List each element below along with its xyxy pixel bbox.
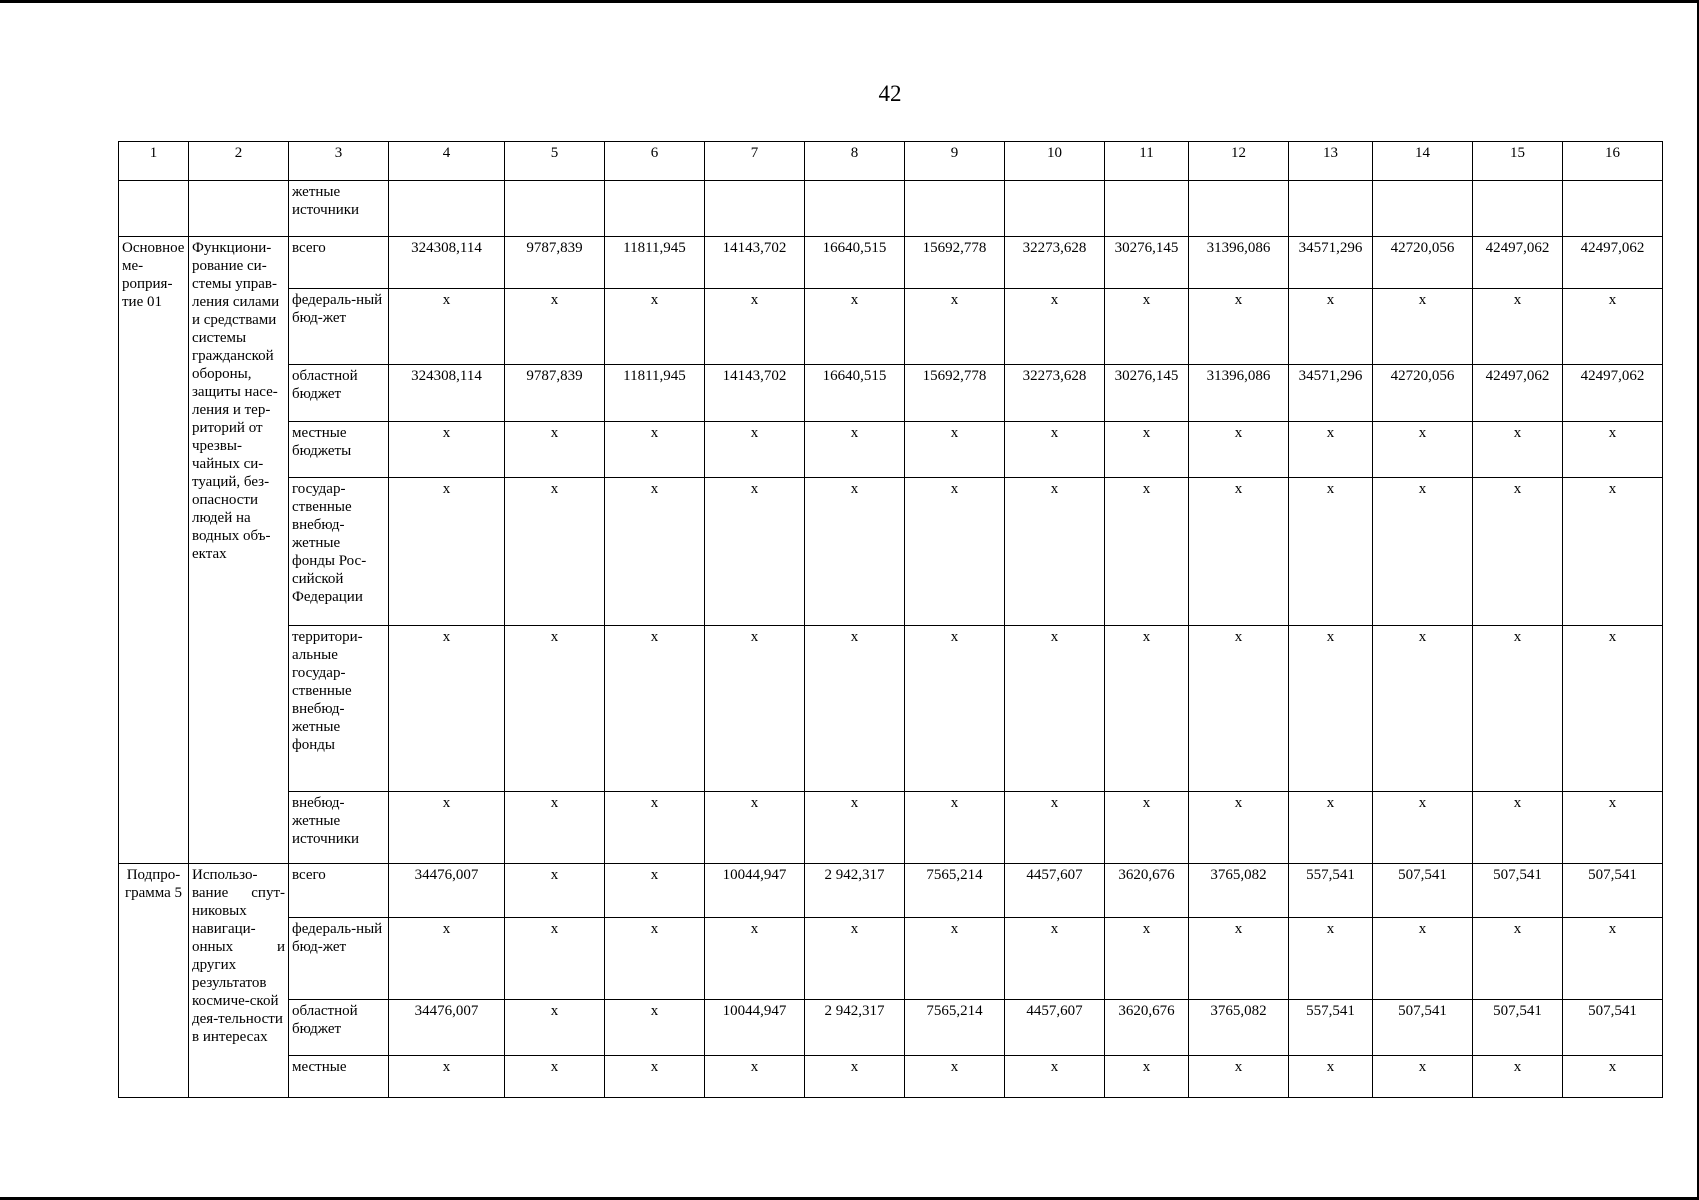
value-cell: 30276,145 (1105, 237, 1189, 289)
value-cell: x (389, 289, 505, 365)
value-cell: 9787,839 (505, 365, 605, 422)
empty-cell (1289, 181, 1373, 237)
value-cell: 14143,702 (705, 237, 805, 289)
value-cell: x (1473, 626, 1563, 792)
value-cell: 42497,062 (1563, 365, 1663, 422)
value-cell: 15692,778 (905, 237, 1005, 289)
value-cell: x (1289, 422, 1373, 478)
value-cell: 557,541 (1289, 1000, 1373, 1056)
value-cell: 4457,607 (1005, 864, 1105, 918)
value-cell: x (1189, 478, 1289, 626)
empty-cell (1373, 181, 1473, 237)
value-cell: x (1105, 918, 1189, 1000)
column-header: 2 (189, 142, 289, 181)
value-cell: 32273,628 (1005, 365, 1105, 422)
value-cell: x (389, 1056, 505, 1098)
value-cell: x (389, 478, 505, 626)
value-cell: x (1563, 478, 1663, 626)
value-cell: x (1473, 792, 1563, 864)
item-description: Функциони-рование си-стемы управ-ления силами и средствами системы гражданской обороны, защиты насе-ления и тер-риторий от чрезвы-чайных си-туаций, без-опасности людей на водных объ-ектах (189, 237, 289, 864)
funding-source: всего (289, 237, 389, 289)
value-cell: x (605, 289, 705, 365)
empty-cell (705, 181, 805, 237)
value-cell: x (1105, 422, 1189, 478)
value-cell: x (805, 1056, 905, 1098)
value-cell: x (1473, 918, 1563, 1000)
item-description: Использо-вание спут-никовых навигаци-онных и других результатов космиче-ской дея-тельности в интересах (189, 864, 289, 1098)
column-header: 4 (389, 142, 505, 181)
value-cell: 3620,676 (1105, 864, 1189, 918)
value-cell: 31396,086 (1189, 365, 1289, 422)
empty-cell (905, 181, 1005, 237)
value-cell: x (705, 1056, 805, 1098)
value-cell: 507,541 (1373, 1000, 1473, 1056)
value-cell: 3620,676 (1105, 1000, 1189, 1056)
funding-source: государ-ственные внебюд-жетные фонды Рос-сийской Федерации (289, 478, 389, 626)
value-cell: x (1373, 478, 1473, 626)
value-cell: 3765,082 (1189, 1000, 1289, 1056)
empty-cell (189, 181, 289, 237)
value-cell: x (1189, 422, 1289, 478)
value-cell: 324308,114 (389, 365, 505, 422)
main-activity-group (119, 237, 1663, 864)
empty-cell (1005, 181, 1105, 237)
value-cell: 30276,145 (1105, 365, 1189, 422)
value-cell: 9787,839 (505, 237, 605, 289)
empty-cell (119, 181, 189, 237)
value-cell: x (1005, 289, 1105, 365)
value-cell: x (805, 422, 905, 478)
value-cell: 42497,062 (1473, 365, 1563, 422)
value-cell: x (1373, 422, 1473, 478)
value-cell: x (605, 792, 705, 864)
column-header: 11 (1105, 142, 1189, 181)
item-code: Основное ме-роприя-тие 01 (119, 237, 189, 864)
value-cell: x (1473, 478, 1563, 626)
value-cell: 42720,056 (1373, 365, 1473, 422)
value-cell: 557,541 (1289, 864, 1373, 918)
value-cell: x (1373, 626, 1473, 792)
table-row (119, 365, 1663, 422)
value-cell: 10044,947 (705, 864, 805, 918)
value-cell: 15692,778 (905, 365, 1005, 422)
value-cell: x (805, 792, 905, 864)
value-cell: x (1563, 1056, 1663, 1098)
column-header: 9 (905, 142, 1005, 181)
value-cell: x (705, 289, 805, 365)
value-cell: 324308,114 (389, 237, 505, 289)
value-cell: x (605, 1056, 705, 1098)
value-cell: x (1289, 626, 1373, 792)
value-cell: x (905, 792, 1005, 864)
value-cell: x (1005, 478, 1105, 626)
value-cell: x (705, 478, 805, 626)
value-cell: x (805, 918, 905, 1000)
value-cell: x (389, 792, 505, 864)
funding-source: всего (289, 864, 389, 918)
column-header: 3 (289, 142, 389, 181)
column-header: 7 (705, 142, 805, 181)
empty-cell (389, 181, 505, 237)
value-cell: x (505, 1056, 605, 1098)
value-cell: x (1289, 792, 1373, 864)
value-cell: x (1373, 792, 1473, 864)
value-cell: x (1373, 289, 1473, 365)
value-cell: 34571,296 (1289, 237, 1373, 289)
value-cell: x (1289, 1056, 1373, 1098)
value-cell: x (389, 918, 505, 1000)
value-cell: x (1473, 422, 1563, 478)
value-cell: x (1005, 918, 1105, 1000)
value-cell: 10044,947 (705, 1000, 805, 1056)
funding-source: областной бюджет (289, 1000, 389, 1056)
value-cell: 14143,702 (705, 365, 805, 422)
value-cell: x (1563, 918, 1663, 1000)
value-cell: x (805, 478, 905, 626)
empty-cell (605, 181, 705, 237)
column-header: 10 (1005, 142, 1105, 181)
value-cell: x (1563, 792, 1663, 864)
value-cell: x (1005, 626, 1105, 792)
column-number-row (119, 142, 1663, 181)
funding-source: внебюд-жетные источники (289, 792, 389, 864)
table-row (119, 1000, 1663, 1056)
value-cell: x (905, 918, 1005, 1000)
table-row (119, 792, 1663, 864)
value-cell: 507,541 (1473, 864, 1563, 918)
value-cell: x (1563, 289, 1663, 365)
value-cell: 507,541 (1373, 864, 1473, 918)
value-cell: x (389, 422, 505, 478)
value-cell: x (1373, 1056, 1473, 1098)
funding-source: федераль-ный бюд-жет (289, 289, 389, 365)
value-cell: x (1105, 289, 1189, 365)
value-cell: x (1373, 918, 1473, 1000)
table-row (119, 478, 1663, 626)
value-cell: x (1473, 289, 1563, 365)
value-cell: 11811,945 (605, 237, 705, 289)
value-cell: x (705, 918, 805, 1000)
value-cell: x (705, 792, 805, 864)
table-row (119, 1056, 1663, 1098)
item-code: Подпро-грамма 5 (119, 864, 189, 1098)
value-cell: x (605, 422, 705, 478)
value-cell: 16640,515 (805, 365, 905, 422)
empty-cell (505, 181, 605, 237)
column-header: 8 (805, 142, 905, 181)
value-cell: 4457,607 (1005, 1000, 1105, 1056)
value-cell: x (1563, 626, 1663, 792)
value-cell: x (505, 289, 605, 365)
value-cell: x (505, 1000, 605, 1056)
value-cell: 32273,628 (1005, 237, 1105, 289)
value-cell: x (605, 864, 705, 918)
value-cell: x (1005, 1056, 1105, 1098)
empty-cell (1563, 181, 1663, 237)
value-cell: x (1105, 478, 1189, 626)
value-cell: 507,541 (1473, 1000, 1563, 1056)
column-header: 16 (1563, 142, 1663, 181)
funding-source: местные бюджеты (289, 422, 389, 478)
value-cell: x (705, 422, 805, 478)
table-row (119, 237, 1663, 289)
value-cell: x (605, 478, 705, 626)
funding-source: областной бюджет (289, 365, 389, 422)
value-cell: x (1189, 289, 1289, 365)
value-cell: x (1005, 792, 1105, 864)
column-header: 12 (1189, 142, 1289, 181)
value-cell: x (505, 626, 605, 792)
value-cell: 2 942,317 (805, 1000, 905, 1056)
value-cell: 34571,296 (1289, 365, 1373, 422)
value-cell: 3765,082 (1189, 864, 1289, 918)
empty-cell (1105, 181, 1189, 237)
value-cell: x (505, 422, 605, 478)
value-cell: x (605, 1000, 705, 1056)
value-cell: x (1105, 1056, 1189, 1098)
value-cell: x (1473, 1056, 1563, 1098)
value-cell: x (905, 1056, 1005, 1098)
value-cell: x (389, 626, 505, 792)
value-cell: x (905, 289, 1005, 365)
empty-cell (1189, 181, 1289, 237)
value-cell: x (1289, 918, 1373, 1000)
column-header: 1 (119, 142, 189, 181)
value-cell: x (505, 864, 605, 918)
value-cell: x (805, 289, 905, 365)
column-header: 15 (1473, 142, 1563, 181)
value-cell: x (1105, 792, 1189, 864)
value-cell: 507,541 (1563, 1000, 1663, 1056)
value-cell: 7565,214 (905, 864, 1005, 918)
continuation-row (119, 181, 1663, 237)
value-cell: 2 942,317 (805, 864, 905, 918)
table-row (119, 864, 1663, 918)
column-header: 6 (605, 142, 705, 181)
value-cell: x (1189, 626, 1289, 792)
value-cell: x (505, 792, 605, 864)
value-cell: x (905, 422, 1005, 478)
column-header: 13 (1289, 142, 1373, 181)
value-cell: 42497,062 (1473, 237, 1563, 289)
value-cell: x (705, 626, 805, 792)
value-cell: x (1105, 626, 1189, 792)
value-cell: 42497,062 (1563, 237, 1663, 289)
value-cell: 11811,945 (605, 365, 705, 422)
value-cell: 34476,007 (389, 864, 505, 918)
value-cell: x (605, 918, 705, 1000)
value-cell: 34476,007 (389, 1000, 505, 1056)
value-cell: x (1189, 1056, 1289, 1098)
value-cell: x (605, 626, 705, 792)
value-cell: 7565,214 (905, 1000, 1005, 1056)
funding-source: местные (289, 1056, 389, 1098)
value-cell: x (1189, 792, 1289, 864)
value-cell: x (505, 478, 605, 626)
funding-source: территори-альные государ-ственные внебюд-жетные фонды (289, 626, 389, 792)
table-row (119, 422, 1663, 478)
column-header: 14 (1373, 142, 1473, 181)
value-cell: x (905, 626, 1005, 792)
table-row (119, 289, 1663, 365)
funding-source: федераль-ный бюд-жет (289, 918, 389, 1000)
empty-cell (1473, 181, 1563, 237)
source-label: жетные источники (289, 181, 389, 237)
value-cell: 507,541 (1563, 864, 1663, 918)
table-row (119, 918, 1663, 1000)
page-number: 42 (878, 81, 902, 106)
empty-cell (805, 181, 905, 237)
value-cell: x (805, 626, 905, 792)
value-cell: x (1289, 478, 1373, 626)
value-cell: x (905, 478, 1005, 626)
value-cell: x (1005, 422, 1105, 478)
column-header: 5 (505, 142, 605, 181)
value-cell: 42720,056 (1373, 237, 1473, 289)
subprogram-group (119, 864, 1663, 1098)
value-cell: x (505, 918, 605, 1000)
table-row (119, 626, 1663, 792)
value-cell: x (1189, 918, 1289, 1000)
value-cell: x (1289, 289, 1373, 365)
budget-table (118, 141, 1663, 1098)
value-cell: x (1563, 422, 1663, 478)
value-cell: 31396,086 (1189, 237, 1289, 289)
value-cell: 16640,515 (805, 237, 905, 289)
